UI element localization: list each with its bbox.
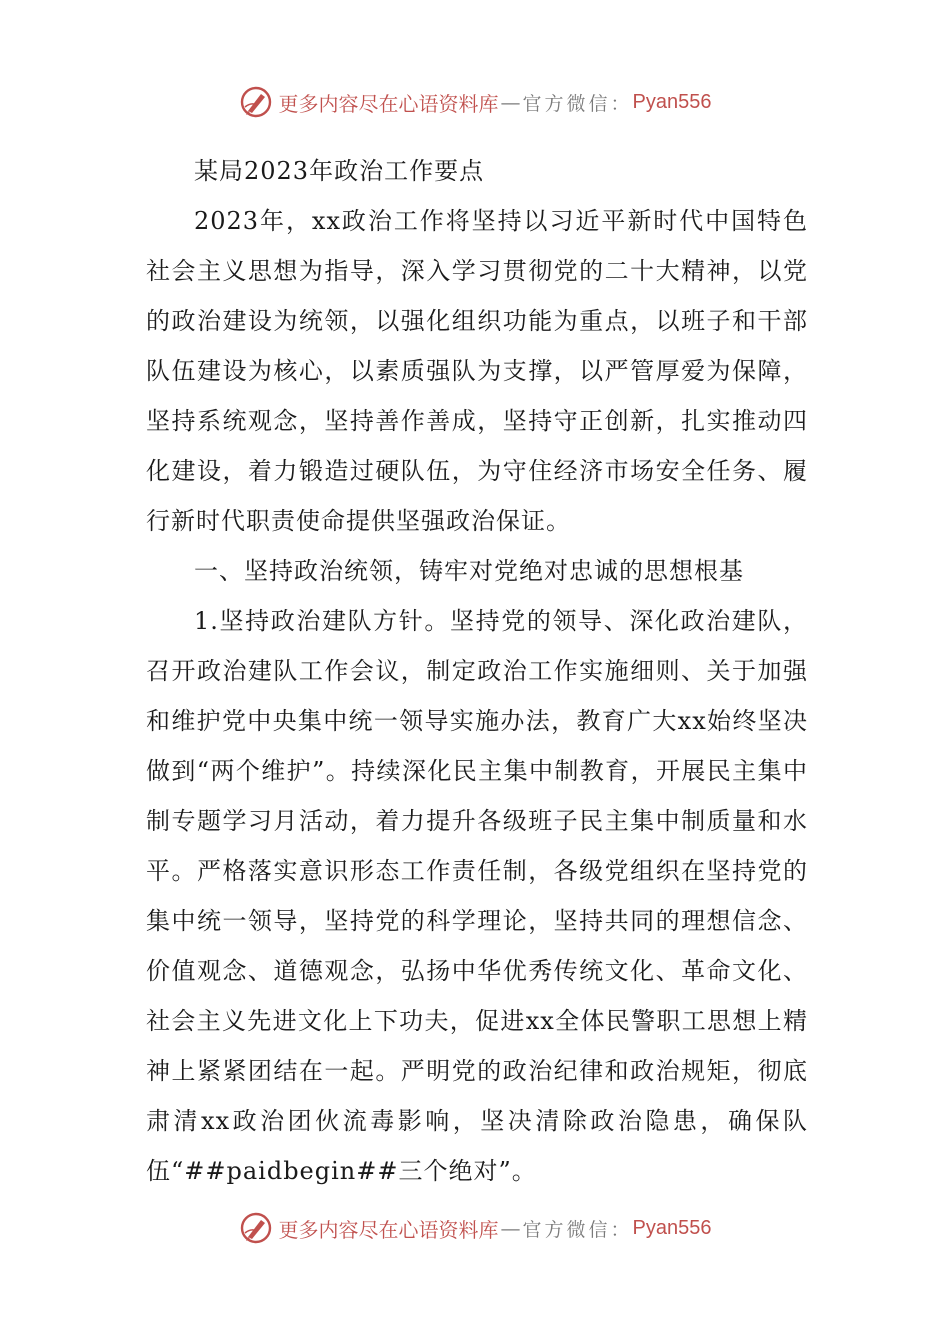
banner-dash: — <box>500 1216 521 1240</box>
footer-banner <box>0 1208 950 1248</box>
header-banner <box>0 82 950 122</box>
banner-official-label: 官方微信： <box>522 92 633 115</box>
document-paragraph: 1.坚持政治建队方针。坚持党的领导、深化政治建队，召开政治建队工作会议，制定政治工作实施细则、关于加强和维护党中央集中统一领导实施办法，教育广大xx始终坚决做到“两个维护”。持续深化民主集中制教育，开展民主集中制专题学习月活动，着力提升各级班子民主集中制质量和水平。严格落实意识形态工作责任制，各级党组织在坚持党的集中统一领导，坚持党的科学理论，坚持共同的理想信念、价值观念、道德观念，弘扬中华优秀传统文化、革命文化、社会主义先进文化上下功夫，促进xx全体民警职工思想上精神上紧紧团结在一起。严明党的政治纪律和政治规矩，彻底肃清xx政治团伙流毒影响，坚决清除政治隐患，确保队伍“##paidbegin##三个绝对”。 <box>146 607 808 1185</box>
banner-wechat-id: Pyan556 <box>632 1216 712 1239</box>
banner-brand-text: 更多内容尽在心语资料库 <box>278 1217 499 1242</box>
pen-nib-logo-icon <box>239 1211 273 1245</box>
section-heading: 一、坚持政治统领，铸牢对党绝对忠诚的思想根基 <box>194 557 744 585</box>
document-body <box>146 146 808 1196</box>
pen-nib-logo-icon <box>239 85 273 119</box>
banner-official-label: 官方微信： <box>522 1218 633 1241</box>
banner-brand-text: 更多内容尽在心语资料库 <box>278 91 499 116</box>
banner-wechat-id: Pyan556 <box>632 90 712 113</box>
document-title: 某局2023年政治工作要点 <box>194 157 485 185</box>
banner-dash: — <box>500 90 521 114</box>
document-paragraph: 2023年，xx政治工作将坚持以习近平新时代中国特色社会主义思想为指导，深入学习贯彻党的二十大精神，以党的政治建设为统领，以强化组织功能为重点，以班子和干部队伍建设为核心，以素质强队为支撑，以严管厚爱为保障，坚持系统观念，坚持善作善成，坚持守正创新，扎实推动四化建设，着力锻造过硬队伍，为守住经济市场安全任务、履行新时代职责使命提供坚强政治保证。 <box>146 207 808 535</box>
